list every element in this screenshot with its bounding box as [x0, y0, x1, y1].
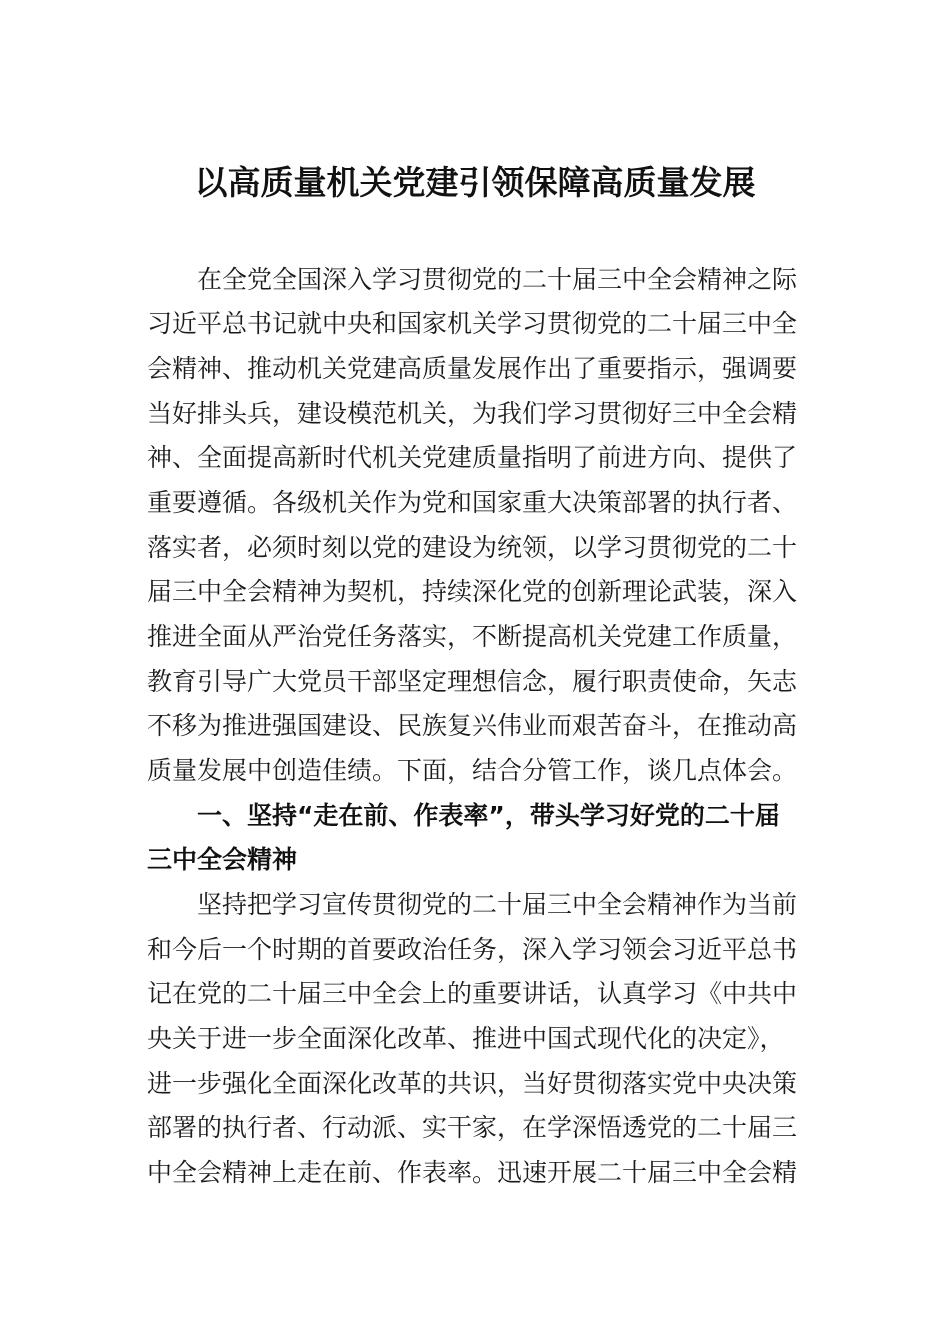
paragraph-line: 会精神、推动机关党建高质量发展作出了重要指示，强调要	[147, 354, 798, 383]
paragraph-line: 不移为推进强国建设、民族复兴伟业而艰苦奋斗，在推动高	[147, 711, 798, 740]
paragraph-line: 央关于进一步全面深化改革、推进中国式现代化的决定》，	[147, 1024, 785, 1053]
paragraph-line: 和今后一个时期的首要政治任务，深入学习领会习近平总书	[147, 935, 798, 964]
paragraph-line: 落实者，必须时刻以党的建设为统领，以学习贯彻党的二十	[147, 533, 798, 562]
paragraph-line: 推进全面从严治党任务落实，不断提高机关党建工作质量，	[147, 622, 798, 651]
paragraph-line: 重要遵循。各级机关作为党和国家重大决策部署的执行者、	[147, 488, 798, 517]
paragraph-line: 中全会精神上走在前、作表率。迅速开展二十届三中全会精	[147, 1158, 798, 1187]
paragraph-line: 届三中全会精神为契机，持续深化党的创新理论武装，深入	[147, 577, 798, 606]
paragraph-line: 神、全面提高新时代机关党建质量指明了前进方向、提供了	[147, 443, 798, 472]
paragraph-line: 在全党全国深入学习贯彻党的二十届三中全会精神之际	[197, 265, 798, 294]
paragraph-line: 进一步强化全面深化改革的共识，当好贯彻落实党中央决策	[147, 1069, 798, 1098]
section-heading-line: 三中全会精神	[147, 845, 298, 874]
paragraph-line: 当好排头兵，建设模范机关，为我们学习贯彻好三中全会精	[147, 399, 798, 428]
paragraph-line: 记在党的二十届三中全会上的重要讲话，认真学习《中共中	[147, 979, 798, 1008]
document-title: 以高质量机关党建引领保障高质量发展	[194, 163, 756, 202]
paragraph-line: 质量发展中创造佳绩。下面，结合分管工作，谈几点体会。	[147, 756, 798, 785]
paragraph-line: 教育引导广大党员干部坚定理想信念，履行职责使命，矢志	[147, 667, 798, 696]
paragraph-line: 习近平总书记就中央和国家机关学习贯彻党的二十届三中全	[147, 309, 798, 338]
paragraph-line: 坚持把学习宣传贯彻党的二十届三中全会精神作为当前	[197, 890, 798, 919]
paragraph-line: 部署的执行者、行动派、实干家，在学深悟透党的二十届三	[147, 1113, 798, 1142]
section-heading-line: 一、坚持“走在前、作表率”，带头学习好党的二十届	[197, 801, 780, 830]
